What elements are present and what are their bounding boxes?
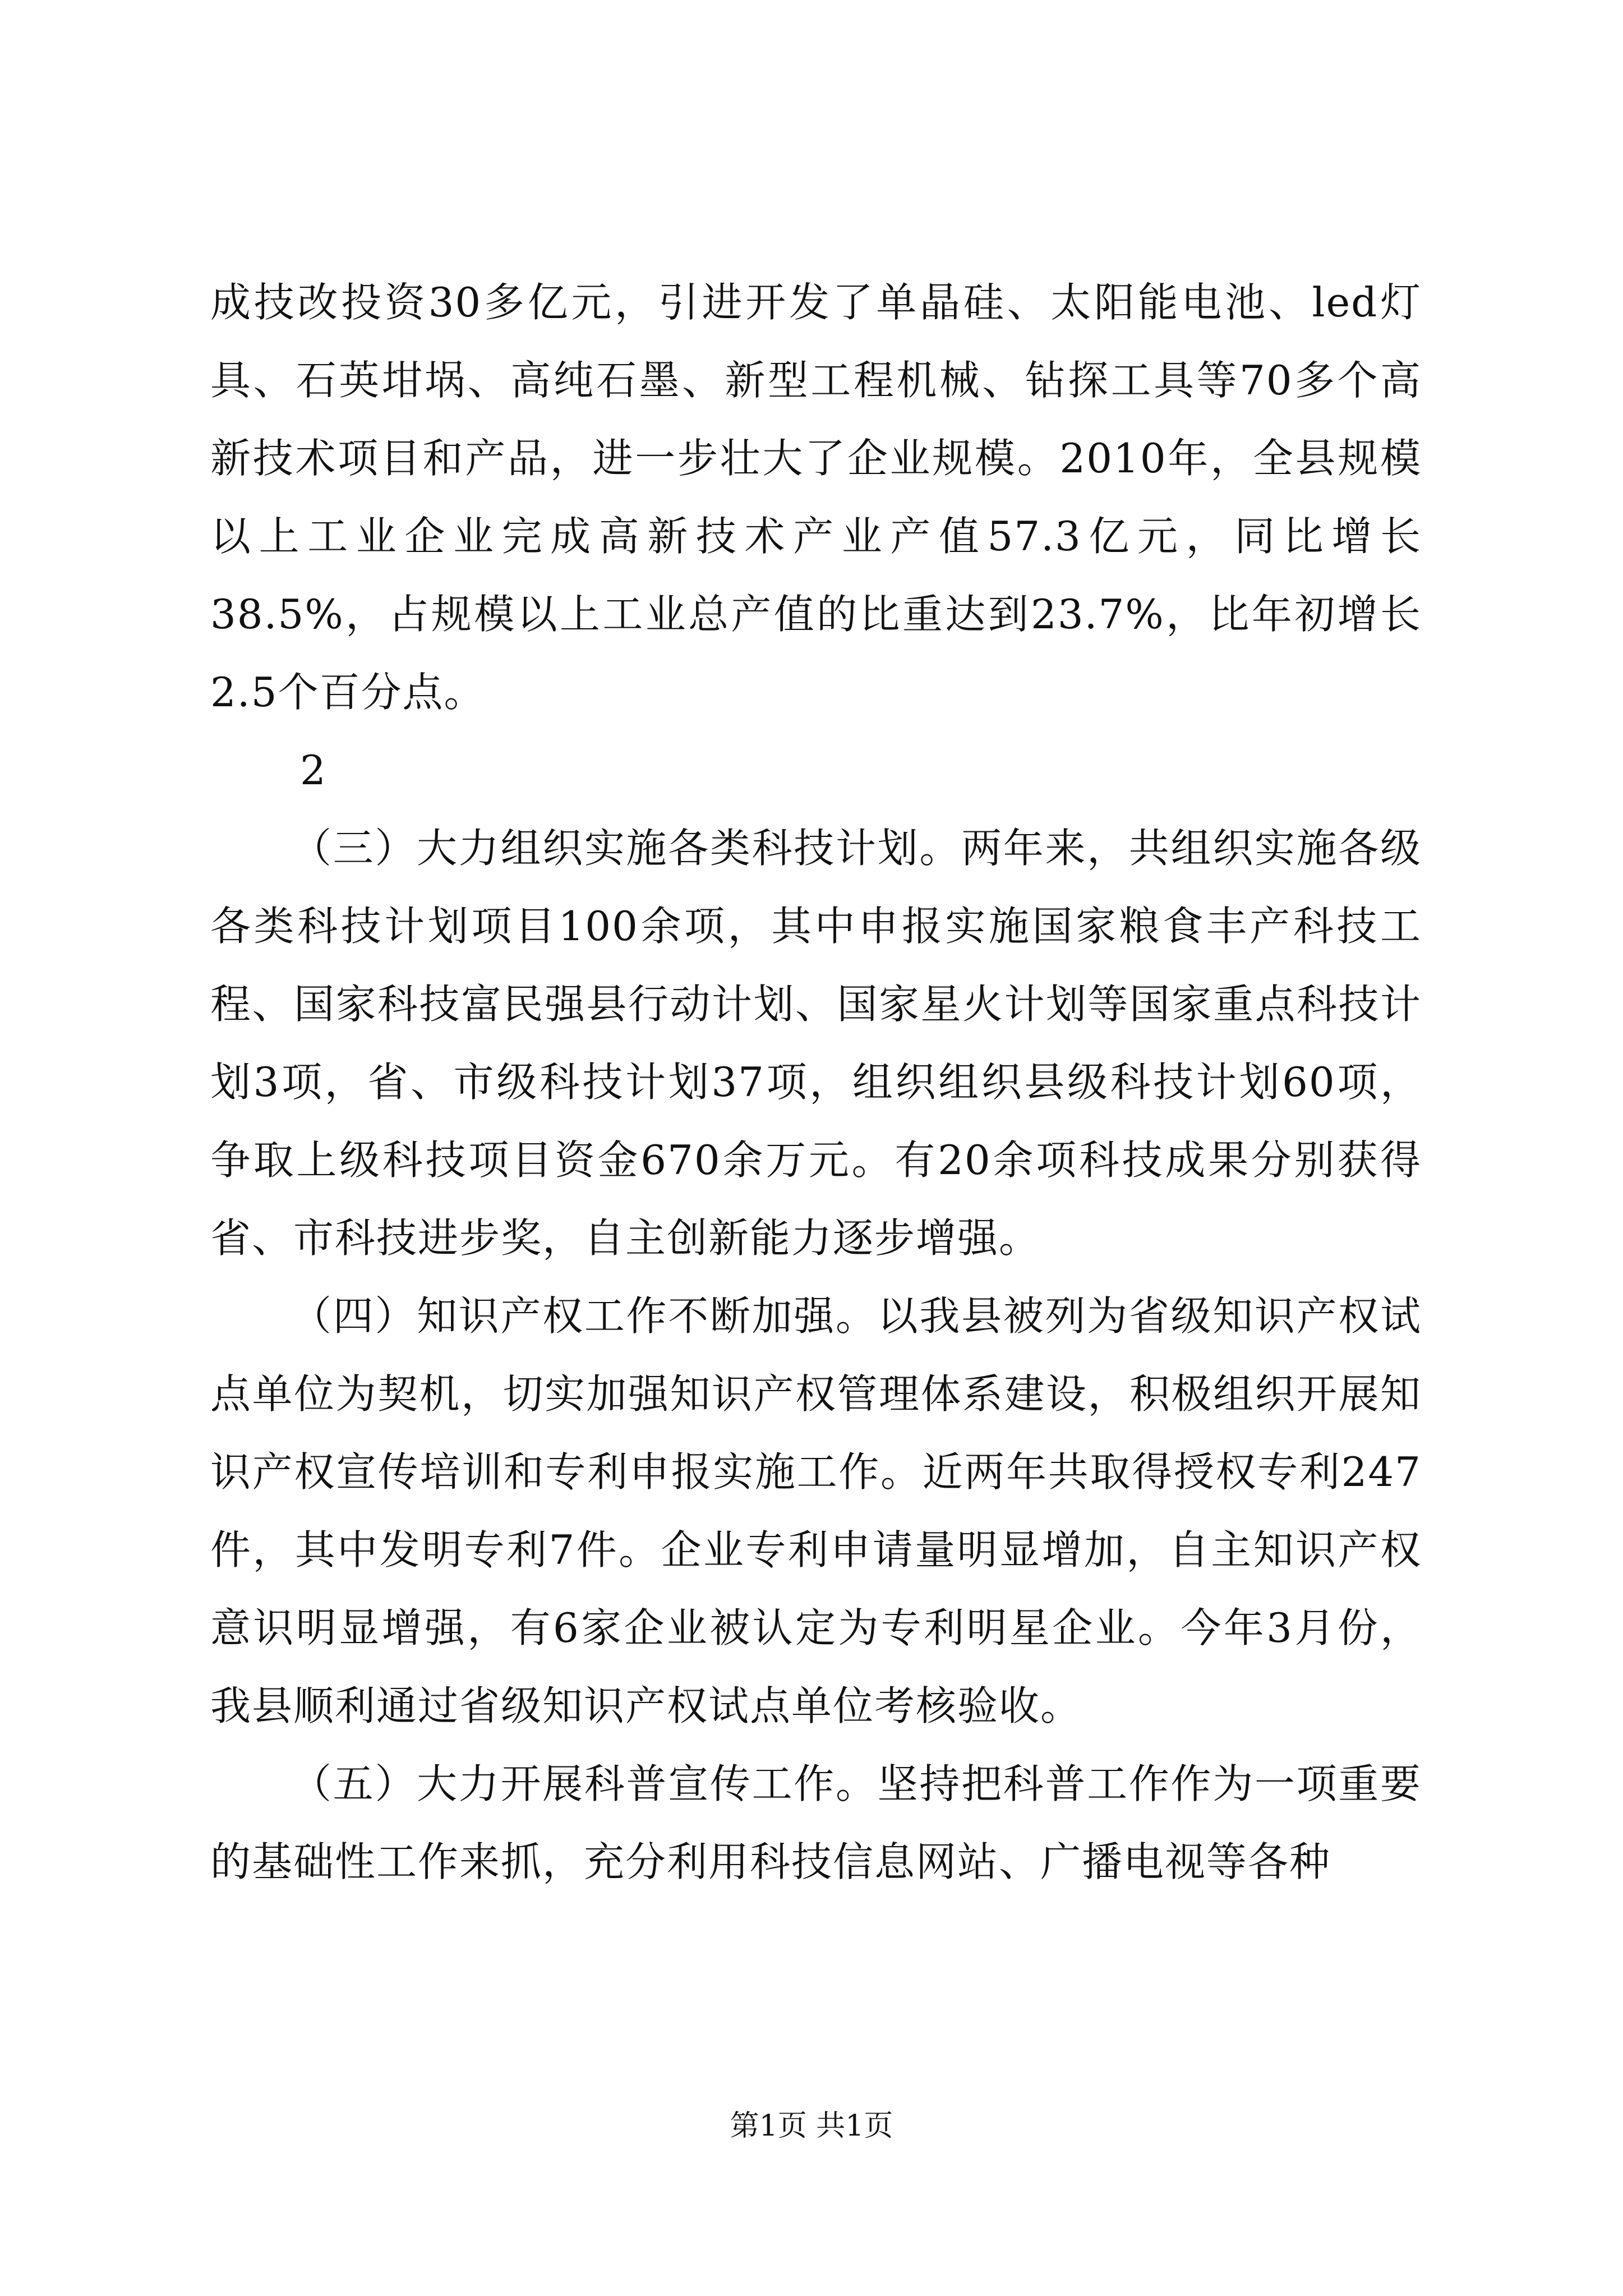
page-footer: 第1页 共1页 — [730, 2109, 893, 2143]
inline-page-marker: 2 — [300, 747, 326, 794]
document-body — [210, 264, 1422, 1901]
paragraph-section-5: （五）大力开展科普宣传工作。坚持把科普工作作为一项重要的基础性工作来抓，充分利用科技信息网站、广播电视等各种 — [210, 1760, 1422, 1885]
paragraph-section-3: （三）大力组织实施各类科技计划。两年来，共组织实施各级各类科技计划项目100余项，其中申报实施国家粮食丰产科技工程、国家科技富民强县行动计划、国家星火计划等国家重点科技计划3项，省、市级科技计划37项，组织组织县级科技计划60项，争取上级科技项目资金670余万元。有20余项科技成果分别获得省、市科技进步奖，自主创新能力逐步增强。 — [210, 825, 1422, 1262]
paragraph-section-4: （四）知识产权工作不断加强。以我县被列为省级知识产权试点单位为契机，切实加强知识产权管理体系建设，积极组织开展知识产权宣传培训和专利申报实施工作。近两年共取得授权专利247件，其中发明专利7件。企业专利申请量明显增加，自主知识产权意识明显增强，有6家企业被认定为专利明星企业。今年3月份，我县顺利通过省级知识产权试点单位考核验收。 — [210, 1292, 1422, 1729]
paragraph-continuation: 成技改投资30多亿元，引进开发了单晶硅、太阳能电池、led灯具、石英坩埚、高纯石墨、新型工程机械、钻探工具等70多个高新技术项目和产品，进一步壮大了企业规模。2010年，全县规模以上工业企业完成高新技术产业产值57.3亿元，同比增长38.5%，占规模以上工业总产值的比重达到23.7%，比年初增长2.5个百分点。 — [210, 279, 1422, 716]
